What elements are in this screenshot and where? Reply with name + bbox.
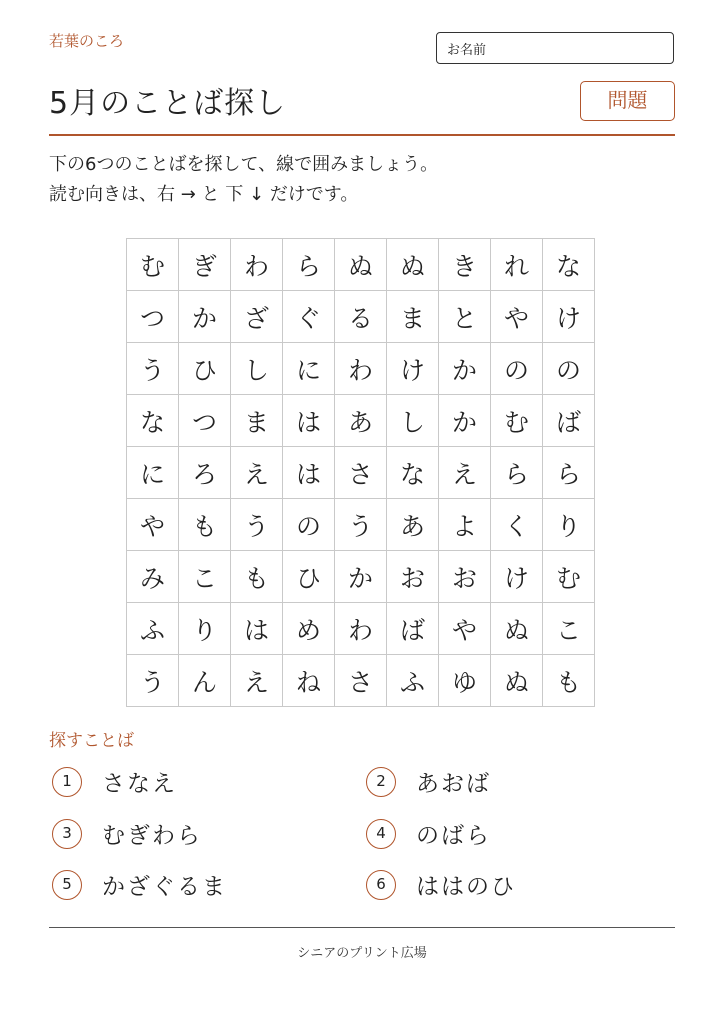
grid-cell[interactable]: め — [283, 603, 335, 655]
grid-cell[interactable]: わ — [335, 343, 387, 395]
grid-cell[interactable]: こ — [179, 551, 231, 603]
grid-cell[interactable]: ぎ — [179, 239, 231, 291]
grid-cell[interactable]: う — [231, 499, 283, 551]
grid-cell[interactable]: や — [127, 499, 179, 551]
grid-cell[interactable]: ぬ — [335, 239, 387, 291]
grid-cell[interactable]: う — [127, 343, 179, 395]
grid-row — [127, 499, 595, 551]
grid-cell[interactable]: と — [439, 291, 491, 343]
problem-badge: 問題 — [580, 81, 675, 121]
grid-cell[interactable]: な — [127, 395, 179, 447]
grid-cell[interactable]: き — [439, 239, 491, 291]
grid-cell[interactable]: あ — [335, 395, 387, 447]
grid-cell[interactable]: ば — [543, 395, 595, 447]
grid-cell[interactable]: な — [387, 447, 439, 499]
grid-cell[interactable]: は — [283, 447, 335, 499]
grid-row — [127, 239, 595, 291]
word-item — [366, 868, 516, 901]
grid-cell[interactable]: り — [543, 499, 595, 551]
grid-cell[interactable]: も — [543, 655, 595, 707]
instructions — [49, 150, 438, 210]
grid-row — [127, 551, 595, 603]
word-item — [52, 817, 202, 850]
grid-cell[interactable]: の — [491, 343, 543, 395]
grid-cell[interactable]: つ — [127, 291, 179, 343]
grid-cell[interactable]: や — [491, 291, 543, 343]
word-text: むぎわら — [102, 823, 202, 849]
grid-cell[interactable]: し — [387, 395, 439, 447]
word-item — [366, 765, 491, 798]
grid-cell[interactable]: え — [231, 447, 283, 499]
header-divider — [49, 134, 675, 136]
grid-cell[interactable]: こ — [543, 603, 595, 655]
grid-cell[interactable]: ば — [387, 603, 439, 655]
grid-cell[interactable]: し — [231, 343, 283, 395]
grid-cell[interactable]: あ — [387, 499, 439, 551]
grid-cell[interactable]: う — [127, 655, 179, 707]
grid-cell[interactable]: に — [127, 447, 179, 499]
grid-cell[interactable]: ぬ — [491, 655, 543, 707]
grid-cell[interactable]: ざ — [231, 291, 283, 343]
grid-cell[interactable]: も — [231, 551, 283, 603]
grid-cell[interactable]: さ — [335, 447, 387, 499]
grid-cell[interactable]: り — [179, 603, 231, 655]
grid-cell[interactable]: の — [543, 343, 595, 395]
grid-cell[interactable]: の — [283, 499, 335, 551]
grid-cell[interactable]: つ — [179, 395, 231, 447]
grid-cell[interactable]: ぬ — [387, 239, 439, 291]
word-item — [52, 765, 177, 798]
word-text: ははのひ — [416, 874, 516, 900]
grid-cell[interactable]: か — [179, 291, 231, 343]
grid-cell[interactable]: み — [127, 551, 179, 603]
grid-cell[interactable]: ら — [283, 239, 335, 291]
grid-cell[interactable]: や — [439, 603, 491, 655]
word-item — [366, 817, 491, 850]
grid-row — [127, 343, 595, 395]
grid-cell[interactable]: か — [439, 395, 491, 447]
grid-cell[interactable]: く — [491, 499, 543, 551]
grid-cell[interactable]: ひ — [283, 551, 335, 603]
word-search-grid — [126, 238, 595, 707]
grid-cell[interactable]: む — [127, 239, 179, 291]
grid-cell[interactable]: お — [439, 551, 491, 603]
grid-cell[interactable]: お — [387, 551, 439, 603]
grid-cell[interactable]: も — [179, 499, 231, 551]
grid-cell[interactable]: ふ — [387, 655, 439, 707]
word-text: のばら — [416, 823, 491, 849]
word-item — [52, 868, 227, 901]
grid-cell[interactable]: わ — [231, 239, 283, 291]
grid-cell[interactable]: う — [335, 499, 387, 551]
name-field[interactable] — [436, 32, 674, 64]
word-text: かざぐるま — [102, 874, 227, 900]
footer-text: シニアのプリント広場 — [297, 946, 427, 961]
grid-cell[interactable]: ん — [179, 655, 231, 707]
grid-cell[interactable]: け — [387, 343, 439, 395]
grid-cell[interactable]: む — [543, 551, 595, 603]
grid-row — [127, 603, 595, 655]
word-number: 5 — [52, 870, 82, 900]
page-title: 5月のことば探し — [49, 86, 287, 121]
grid-cell[interactable]: は — [283, 395, 335, 447]
grid-cell[interactable]: ゆ — [439, 655, 491, 707]
grid-row — [127, 395, 595, 447]
grid-cell[interactable]: ま — [387, 291, 439, 343]
grid-cell[interactable]: わ — [335, 603, 387, 655]
grid-row — [127, 291, 595, 343]
grid-cell[interactable]: け — [543, 291, 595, 343]
brand-label: 若葉のころ — [49, 32, 125, 50]
word-text: さなえ — [102, 771, 177, 797]
grid-cell[interactable]: よ — [439, 499, 491, 551]
grid-cell[interactable]: ま — [231, 395, 283, 447]
grid-cell[interactable]: ぐ — [283, 291, 335, 343]
grid-cell[interactable]: ね — [283, 655, 335, 707]
word-number: 3 — [52, 819, 82, 849]
grid-cell[interactable]: れ — [491, 239, 543, 291]
grid-cell[interactable]: は — [231, 603, 283, 655]
word-number: 2 — [366, 767, 396, 797]
grid-cell[interactable]: え — [231, 655, 283, 707]
instruction-line-1: 下の6つのことばを探して、線で囲みましょう。 — [49, 154, 439, 175]
grid-cell[interactable]: ひ — [179, 343, 231, 395]
grid-row — [127, 447, 595, 499]
grid-cell[interactable]: ら — [491, 447, 543, 499]
grid-cell[interactable]: ぬ — [491, 603, 543, 655]
word-number: 6 — [366, 870, 396, 900]
grid-cell[interactable]: ふ — [127, 603, 179, 655]
grid-cell[interactable]: さ — [335, 655, 387, 707]
name-field-label: お名前 — [447, 43, 487, 58]
grid-cell[interactable]: え — [439, 447, 491, 499]
grid-cell[interactable]: む — [491, 395, 543, 447]
grid-cell[interactable]: な — [543, 239, 595, 291]
grid-cell[interactable]: る — [335, 291, 387, 343]
words-section-label: 探すことば — [49, 731, 134, 751]
word-number: 4 — [366, 819, 396, 849]
footer-divider — [49, 927, 675, 928]
grid-cell[interactable]: に — [283, 343, 335, 395]
grid-cell[interactable]: か — [439, 343, 491, 395]
word-text: あおば — [416, 771, 491, 797]
instruction-line-2: 読む向きは、右 → と 下 ↓ だけです。 — [49, 184, 359, 205]
grid-cell[interactable]: ら — [543, 447, 595, 499]
grid-row — [127, 655, 595, 707]
word-number: 1 — [52, 767, 82, 797]
grid-cell[interactable]: ろ — [179, 447, 231, 499]
grid-cell[interactable]: か — [335, 551, 387, 603]
grid-cell[interactable]: け — [491, 551, 543, 603]
